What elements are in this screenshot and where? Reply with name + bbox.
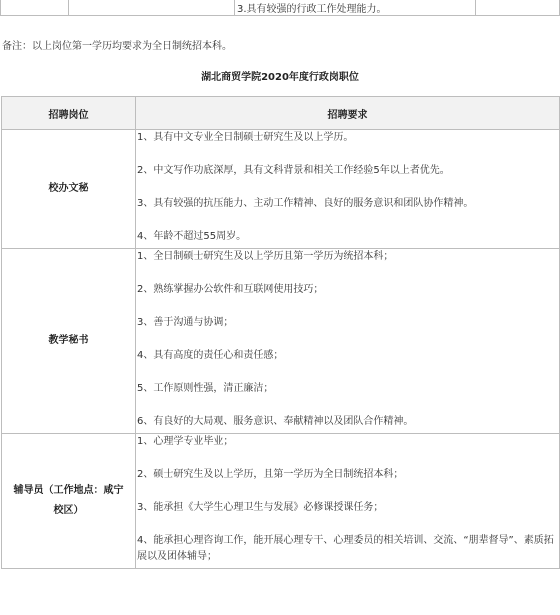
remark-note: 备注：以上岗位第一学历均要求为全日制统招本科。 [2,41,232,52]
requirement-item: 4、能承担心理咨询工作，能开展心理专干、心理委员的相关培训、交流、“朋辈督导”、素质拓展以及团体辅导； [137,535,554,562]
requirement-item: 6、有良好的大局观、服务意识、奉献精神以及团队合作精神。 [137,416,414,427]
requirement-item: 2、硕士研究生及以上学历，且第一学历为全日制统招本科； [137,469,404,480]
position-cell: 校办文秘 [2,130,136,249]
table-row [2,130,560,249]
previous-table-fragment [0,0,560,16]
requirement-item: 3、具有较强的抗压能力、主动工作精神、良好的服务意识和团队协作精神。 [137,198,474,209]
job-table [1,96,560,569]
table-header-row [2,97,560,130]
requirement-item: 3、善于沟通与协调； [137,317,234,328]
header-requirements: 招聘要求 [136,97,560,130]
requirements-cell [136,249,560,434]
requirement-item: 2、中文写作功底深厚，具有文科背景和相关工作经验5年以上者优先。 [137,165,450,176]
table-title: 湖北商贸学院2020年度行政岗职位 [201,72,359,83]
requirement-item: 1、具有中文专业全日制硕士研究生及以上学历。 [137,132,354,143]
requirement-item: 2、熟练掌握办公软件和互联网使用技巧； [137,284,324,295]
requirement-item: 5、工作原则性强，清正廉洁； [137,383,274,394]
requirements-cell [136,130,560,249]
requirement-item: 3、能承担《大学生心理卫生与发展》必修课授课任务； [137,502,384,513]
requirements-cell [136,434,560,569]
position-cell: 辅导员（工作地点：咸宁校区） [2,434,136,569]
table-row [2,434,560,569]
requirement-item: 4、年龄不超过55周岁。 [137,231,247,242]
position-cell: 教学秘书 [2,249,136,434]
requirement-item: 1、心理学专业毕业； [137,436,234,447]
header-position: 招聘岗位 [2,97,136,130]
previous-table-last-line: 3.具有较强的行政工作处理能力。 [237,4,387,15]
requirement-item: 4、具有高度的责任心和责任感； [137,350,284,361]
requirement-item: 1、全日制硕士研究生及以上学历且第一学历为统招本科； [137,251,394,262]
table-row [2,249,560,434]
